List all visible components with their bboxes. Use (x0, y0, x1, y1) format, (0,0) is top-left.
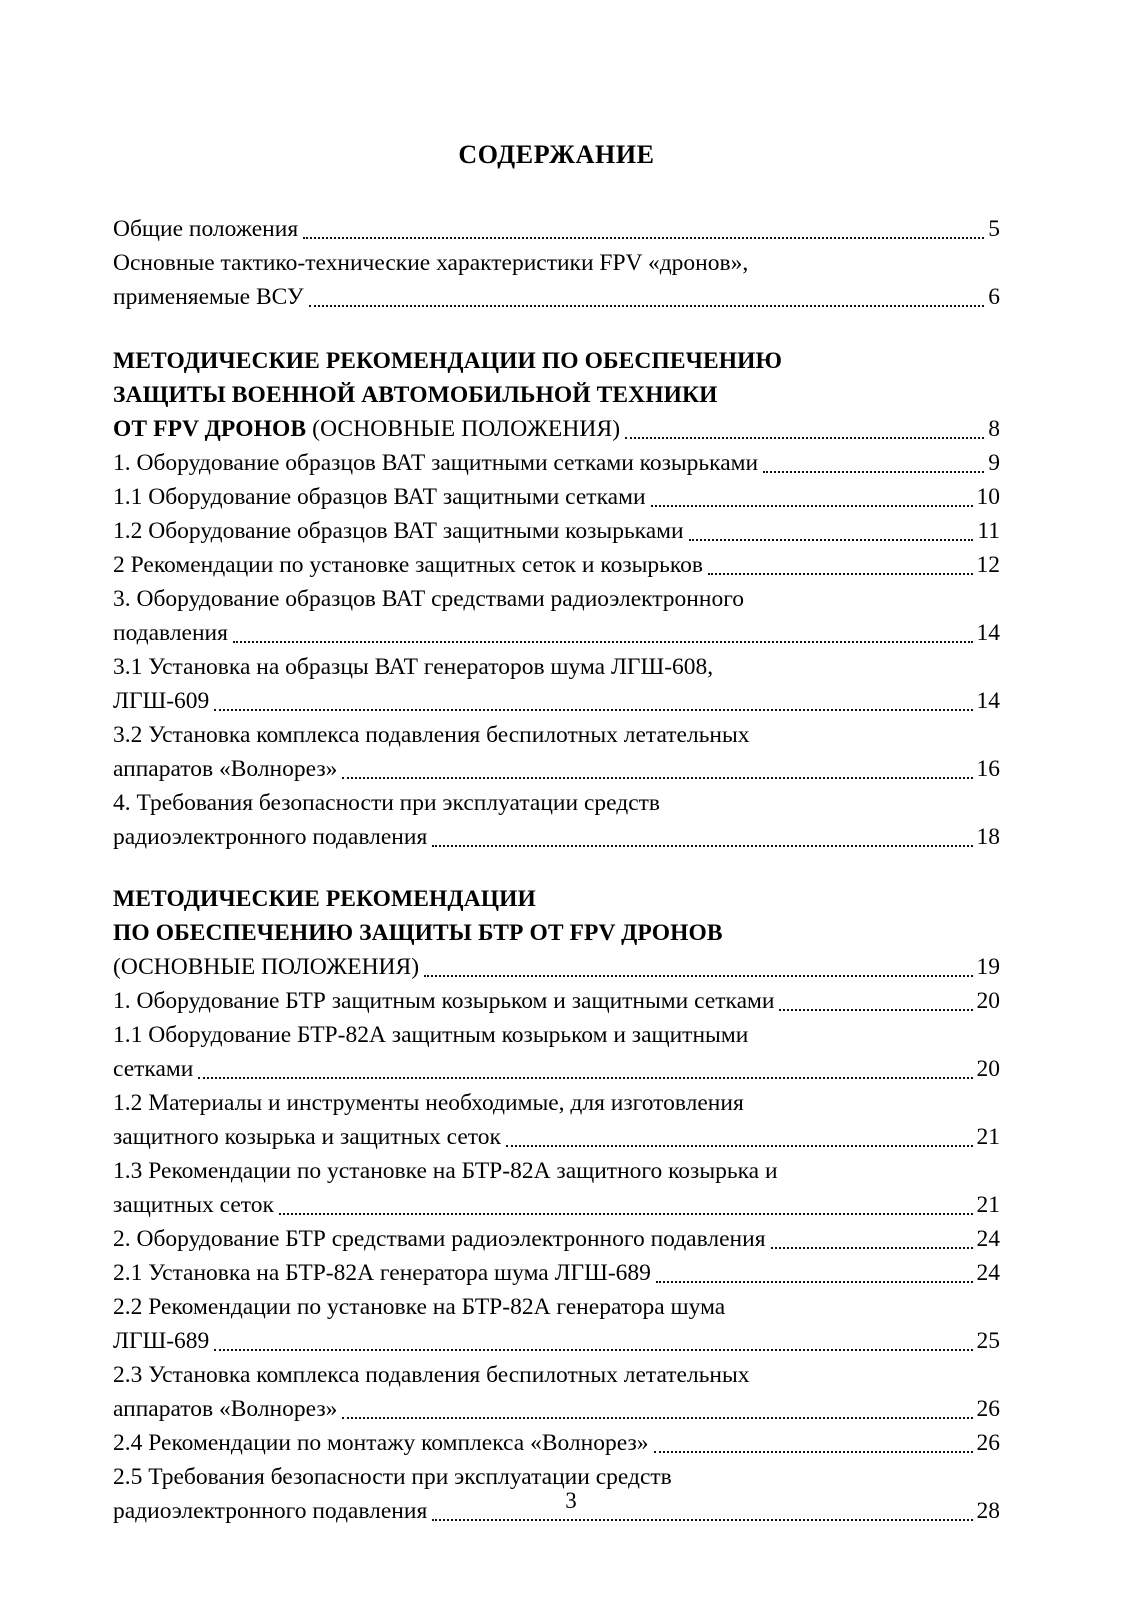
page-number: 12 (976, 552, 1000, 578)
toc-entry[interactable] (113, 984, 1000, 1018)
toc-entry-label: ЛГШ-689 (113, 1328, 210, 1354)
toc-entry[interactable] (113, 514, 1000, 548)
dot-leader (432, 1518, 972, 1521)
toc-entry-label: Общие положения (113, 216, 299, 242)
toc-entry[interactable] (113, 1324, 1000, 1358)
page-title: СОДЕРЖАНИЕ (458, 140, 655, 169)
section-heading-btr-regular: (ОСНОВНЫЕ ПОЛОЖЕНИЯ) (113, 954, 420, 980)
toc-entry[interactable] (113, 1222, 1000, 1256)
page-number: 20 (976, 988, 1000, 1014)
dot-leader (763, 470, 984, 473)
page-number: 14 (976, 620, 1000, 646)
toc-entry-label: ЛГШ-609 (113, 688, 210, 714)
page-number: 14 (976, 688, 1000, 714)
section-heading-vat (113, 344, 1000, 446)
page-number: 5 (988, 216, 1000, 242)
toc-entry-label: 2. Оборудование БТР средствами радиоэлектронного подавления (113, 1226, 766, 1252)
dot-leader (771, 1246, 973, 1249)
toc-entry-line[interactable]: 1.3 Рекомендации по установке на БТР-82А защитного козырька и (113, 1158, 778, 1184)
dot-leader (506, 1144, 973, 1147)
dot-leader (424, 974, 972, 977)
page-number: 28 (976, 1498, 1000, 1524)
toc-entry-line[interactable]: 1.2 Материалы и инструменты необходимые, для изготовления (113, 1090, 744, 1116)
page-number: 26 (976, 1430, 1000, 1456)
toc-entry-line[interactable]: 1.1 Оборудование БТР-82А защитным козырьком и защитными (113, 1022, 749, 1048)
toc-entry[interactable] (113, 446, 1000, 480)
page-number: 9 (988, 450, 1000, 476)
toc-entry[interactable] (113, 212, 1000, 246)
toc-entry[interactable] (113, 616, 1000, 650)
dot-leader (779, 1008, 972, 1011)
toc-entry-label: сетками (113, 1056, 194, 1082)
toc-entry[interactable] (113, 1426, 1000, 1460)
footer-page-number: 3 (565, 1488, 577, 1513)
toc-content (113, 140, 1000, 1528)
page-number: 19 (976, 954, 1000, 980)
toc-entry-line[interactable]: Основные тактико-технические характеристики FPV «дронов», (113, 250, 749, 276)
section-heading-vat-line2: ЗАЩИТЫ ВОЕННОЙ АВТОМОБИЛЬНОЙ ТЕХНИКИ (113, 382, 718, 408)
dot-leader (708, 572, 973, 575)
toc-entry-label: 2 Рекомендации по установке защитных сеток и козырьков (113, 552, 703, 578)
toc-entry[interactable] (113, 480, 1000, 514)
dot-leader (651, 504, 973, 507)
toc-entry[interactable] (113, 1120, 1000, 1154)
dot-leader (656, 1280, 973, 1283)
dot-leader (625, 436, 984, 439)
toc-group-front (113, 212, 1000, 314)
section-heading-btr-line2: ПО ОБЕСПЕЧЕНИЮ ЗАЩИТЫ БТР ОТ FPV ДРОНОВ (113, 920, 723, 946)
toc-entry[interactable] (113, 684, 1000, 718)
toc-entry[interactable] (113, 752, 1000, 786)
page-number: 11 (977, 518, 1000, 544)
toc-entry-label: 2.1 Установка на БТР-82А генератора шума ЛГШ-689 (113, 1260, 651, 1286)
toc-entry[interactable] (113, 1052, 1000, 1086)
toc-entry-label: 1.1 Оборудование образцов ВАТ защитными сетками (113, 484, 646, 510)
spacer (113, 854, 1000, 882)
toc-entry-label: аппаратов «Волнорез» (113, 1396, 338, 1422)
page-number: 16 (976, 756, 1000, 782)
toc-entry-label: 2.4 Рекомендации по монтажу комплекса «Волнорез» (113, 1430, 649, 1456)
dot-leader (689, 538, 974, 541)
page-number: 25 (976, 1328, 1000, 1354)
page-number: 24 (976, 1260, 1000, 1286)
page-number: 18 (976, 824, 1000, 850)
dot-leader (303, 236, 984, 239)
dot-leader (214, 1348, 972, 1351)
section-heading-vat-line3 (113, 412, 1000, 446)
toc-entry-line[interactable]: 3.2 Установка комплекса подавления беспилотных летательных (113, 722, 750, 748)
toc-group-vat (113, 446, 1000, 854)
dot-leader (342, 776, 972, 779)
toc-entry-line[interactable]: 2.3 Установка комплекса подавления беспилотных летательных (113, 1362, 750, 1388)
page-number: 8 (988, 416, 1000, 442)
spacer (113, 314, 1000, 344)
toc-entry[interactable] (113, 1256, 1000, 1290)
section-heading-btr (113, 882, 1000, 984)
toc-entry[interactable] (113, 280, 1000, 314)
toc-entry[interactable] (113, 1188, 1000, 1222)
toc-entry-line[interactable]: 4. Требования безопасности при эксплуатации средств (113, 790, 660, 816)
section-heading-vat-regular: (ОСНОВНЫЕ ПОЛОЖЕНИЯ) (312, 416, 621, 442)
section-heading-btr-line3 (113, 950, 1000, 984)
toc-entry-line[interactable]: 3. Оборудование образцов ВАТ средствами радиоэлектронного (113, 586, 745, 612)
toc-entry-label: применяемые ВСУ (113, 284, 304, 310)
page-number: 21 (976, 1124, 1000, 1150)
toc-entry-label: защитного козырька и защитных сеток (113, 1124, 501, 1150)
dot-leader (214, 708, 972, 711)
page-number: 20 (976, 1056, 1000, 1082)
toc-entry-label: подавления (113, 620, 228, 646)
toc-entry-line[interactable]: 2.2 Рекомендации по установке на БТР-82А генератора шума (113, 1294, 726, 1320)
dot-leader (233, 640, 973, 643)
dot-leader (279, 1212, 973, 1215)
toc-entry-label: 1.2 Оборудование образцов ВАТ защитными козырьками (113, 518, 684, 544)
toc-entry-line[interactable]: 3.1 Установка на образцы ВАТ генераторов шума ЛГШ-608, (113, 654, 714, 680)
page-number: 10 (976, 484, 1000, 510)
section-heading-vat-line1: МЕТОДИЧЕСКИЕ РЕКОМЕНДАЦИИ ПО ОБЕСПЕЧЕНИЮ (113, 348, 783, 374)
section-heading-btr-line1: МЕТОДИЧЕСКИЕ РЕКОМЕНДАЦИИ (113, 886, 536, 912)
toc-entry[interactable] (113, 1392, 1000, 1426)
dot-leader (309, 304, 985, 307)
toc-entry-label: радиоэлектронного подавления (113, 1498, 428, 1524)
page-number: 6 (988, 284, 1000, 310)
section-heading-vat-bold: ОТ FPV ДРОНОВ (ОСНОВНЫЕ ПОЛОЖЕНИЯ) (113, 416, 621, 442)
toc-entry-label: 1. Оборудование БТР защитным козырьком и защитными сетками (113, 988, 775, 1014)
page-number: 21 (976, 1192, 1000, 1218)
toc-entry[interactable] (113, 548, 1000, 582)
page-number: 26 (976, 1396, 1000, 1422)
dot-leader (342, 1416, 972, 1419)
page-number: 24 (976, 1226, 1000, 1252)
toc-entry[interactable] (113, 820, 1000, 854)
dot-leader (432, 844, 972, 847)
toc-entry-label: аппаратов «Волнорез» (113, 756, 338, 782)
toc-entry-label: радиоэлектронного подавления (113, 824, 428, 850)
dot-leader (198, 1076, 972, 1079)
toc-group-btr (113, 984, 1000, 1528)
dot-leader (654, 1450, 973, 1453)
toc-entry-line[interactable]: 2.5 Требования безопасности при эксплуатации средств (113, 1464, 672, 1490)
toc-entry-label: 1. Оборудование образцов ВАТ защитными сетками козырьками (113, 450, 759, 476)
toc-entry-label: защитных сеток (113, 1192, 274, 1218)
